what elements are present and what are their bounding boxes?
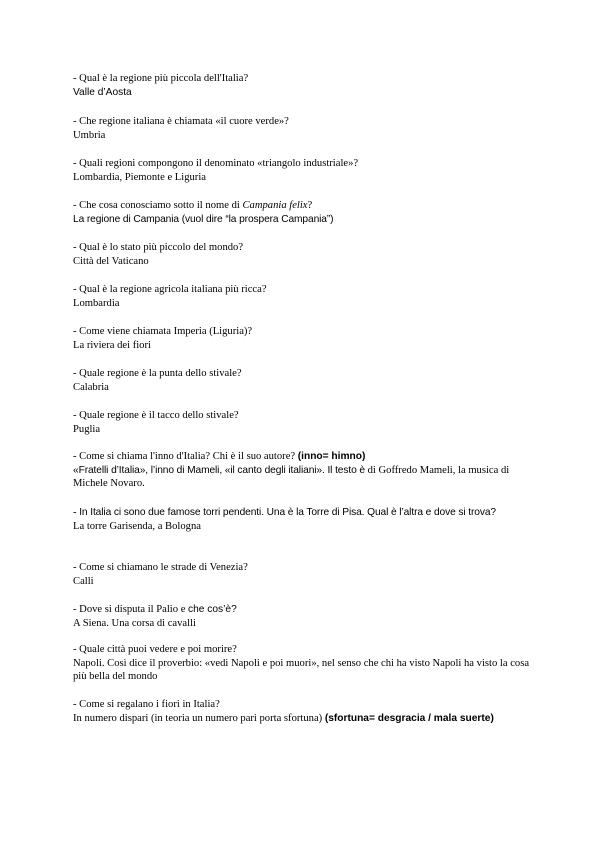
qa-item-4 [73, 199, 543, 226]
qa-item-11 [73, 506, 543, 533]
qa-item-7 [73, 325, 543, 352]
answer: Umbria [73, 129, 106, 141]
question: - Quale regione è il tacco dello stivale? [73, 410, 239, 421]
qa-item-12 [73, 561, 543, 588]
qa-item-5 [73, 241, 543, 268]
answer: A Siena. Una corsa di cavalli [73, 617, 196, 629]
qa-item-8 [73, 367, 543, 394]
answer: «Fratelli d’Italia», l’inno di Mameli, «il canto degli italiani». Il testo è di Goffredo Mameli, la musica di Michele Novaro. [73, 464, 510, 490]
answer: Città del Vaticano [73, 255, 149, 267]
qa-item-9 [73, 409, 543, 436]
question: - Che regione italiana è chiamata «il cuore verde»? [73, 116, 289, 127]
question: - Qual è la regione agricola italiana più ricca? [73, 284, 267, 295]
question: - Quale città puoi vedere e poi morire? [73, 644, 237, 655]
question: - Qual è lo stato più piccolo del mondo? [73, 242, 244, 253]
question: - Quali regioni compongono il denominato «triangolo industriale»? [73, 158, 359, 169]
answer: Valle d’Aosta [73, 86, 132, 98]
answer: La torre Garisenda, a Bologna [73, 520, 201, 532]
answer: Lombardia [73, 297, 120, 309]
question: - Come si chiamano le strade di Venezia? [73, 562, 248, 573]
question: - Come si chiama l'inno d'Italia? Chi è il suo autore? (inno= himno) [73, 451, 366, 462]
question: - In Italia ci sono due famose torri pendenti. Una è la Torre di Pisa. Qual è l’altra e dove si trova? [73, 507, 496, 518]
qa-item-14 [73, 643, 543, 684]
question: - Che cosa conosciamo sotto il nome di Campania felix? [73, 200, 313, 211]
answer: Napoli. Così dice il proverbio: «vedi Napoli e poi muori», nel senso che chi ha visto Napoli ha visto la cosa più bella del mondo [73, 657, 530, 683]
qa-item-2 [73, 115, 543, 142]
qa-item-15 [73, 698, 543, 725]
answer: Puglia [73, 423, 101, 435]
answer: In numero dispari (in teoria un numero pari porta sfortuna) (sfortuna= desgracia / mala suerte) [73, 712, 494, 724]
question: - Come si regalano i fiori in Italia? [73, 699, 220, 710]
question: - Qual è la regione più piccola dell'Italia? [73, 73, 249, 84]
answer: La riviera dei fiori [73, 339, 151, 351]
qa-item-13 [73, 603, 543, 630]
qa-item-3 [73, 157, 543, 184]
answer: Lombardia, Piemonte e Liguria [73, 171, 206, 183]
answer: La regione di Campania (vuol dire “la prospera Campania”) [73, 213, 334, 225]
qa-item-1 [73, 72, 543, 99]
question: - Dove si disputa il Palio e che cos’è? [73, 604, 237, 615]
question: - Come viene chiamata Imperia (Liguria)? [73, 326, 253, 337]
answer: Calabria [73, 381, 109, 393]
answer: Calli [73, 575, 94, 587]
qa-item-10 [73, 450, 543, 491]
qa-item-6 [73, 283, 543, 310]
question: - Quale regione è la punta dello stivale? [73, 368, 242, 379]
